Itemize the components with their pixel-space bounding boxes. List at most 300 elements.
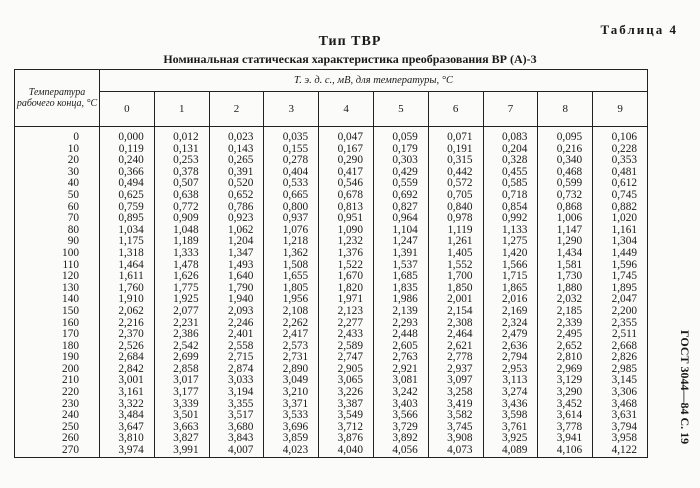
emf-cell: 2,386 (154, 329, 209, 341)
emf-cell: 3,161 (100, 387, 155, 399)
emf-cell: 2,794 (483, 352, 538, 364)
emf-cell: 3,501 (154, 410, 209, 422)
emf-cell: 0,404 (264, 167, 319, 179)
temperature-cell: 210 (15, 375, 100, 387)
emf-cell: 0,378 (154, 167, 209, 179)
emf-cell: 1,189 (154, 236, 209, 248)
table-row (15, 364, 648, 376)
table-row (15, 155, 648, 167)
table-row (15, 144, 648, 156)
table-row (15, 260, 648, 272)
emf-cell: 0,083 (483, 132, 538, 144)
emf-cell: 3,129 (538, 375, 593, 387)
emf-cell: 3,081 (373, 375, 428, 387)
table-row (15, 271, 648, 283)
emf-cell: 0,665 (264, 190, 319, 202)
emf-cell: 1,464 (100, 260, 155, 272)
emf-cell: 2,890 (264, 364, 319, 376)
emf-cell: 1,232 (319, 236, 374, 248)
emf-cell: 0,759 (100, 202, 155, 214)
emf-cell: 0,599 (538, 178, 593, 190)
emf-cell: 2,464 (428, 329, 483, 341)
emf-cell: 1,034 (100, 225, 155, 237)
emf-cell: 0,732 (538, 190, 593, 202)
emf-cell: 0,204 (483, 144, 538, 156)
column-header: 1 (154, 92, 209, 127)
emf-cell: 2,905 (319, 364, 374, 376)
emf-cell: 2,747 (319, 352, 374, 364)
emf-cell: 1,805 (264, 283, 319, 295)
emf-cell: 3,371 (264, 399, 319, 411)
emf-cell: 3,517 (209, 410, 264, 422)
emf-cell: 1,760 (100, 283, 155, 295)
emf-cell: 3,892 (373, 433, 428, 445)
emf-cell: 4,089 (483, 445, 538, 457)
emf-cell: 1,147 (538, 225, 593, 237)
emf-cell: 0,572 (428, 178, 483, 190)
emf-cell: 1,247 (373, 236, 428, 248)
emf-cell: 0,278 (264, 155, 319, 167)
emf-cell: 2,077 (154, 306, 209, 318)
emf-cell: 1,552 (428, 260, 483, 272)
emf-cell: 1,775 (154, 283, 209, 295)
emf-cell: 1,895 (593, 283, 648, 295)
temperature-cell: 130 (15, 283, 100, 295)
emf-cell: 3,484 (100, 410, 155, 422)
temperature-cell: 30 (15, 167, 100, 179)
emf-cell: 0,718 (483, 190, 538, 202)
emf-cell: 0,827 (373, 202, 428, 214)
emf-cell: 0,303 (373, 155, 428, 167)
emf-cell: 3,663 (154, 422, 209, 434)
emf-cell: 2,699 (154, 352, 209, 364)
emf-cell: 0,507 (154, 178, 209, 190)
emf-cell: 2,526 (100, 341, 155, 353)
emf-cell: 1,880 (538, 283, 593, 295)
emf-cell: 2,842 (100, 364, 155, 376)
emf-cell: 2,542 (154, 341, 209, 353)
emf-cell: 2,778 (428, 352, 483, 364)
emf-cell: 0,951 (319, 213, 374, 225)
emf-cell: 0,340 (538, 155, 593, 167)
emf-cell: 3,049 (264, 375, 319, 387)
emf-cell: 2,246 (209, 318, 264, 330)
emf-cell: 0,937 (264, 213, 319, 225)
emf-cell: 1,670 (319, 271, 374, 283)
emf-cell: 1,910 (100, 294, 155, 306)
table-row (15, 375, 648, 387)
emf-cell: 1,062 (209, 225, 264, 237)
emf-cell: 1,940 (209, 294, 264, 306)
emf-cell: 1,835 (373, 283, 428, 295)
emf-cell: 1,420 (483, 248, 538, 260)
emf-cell: 1,640 (209, 271, 264, 283)
emf-cell: 1,275 (483, 236, 538, 248)
emf-cell: 2,139 (373, 306, 428, 318)
emf-cell: 2,293 (373, 318, 428, 330)
emf-cell: 0,533 (264, 178, 319, 190)
emf-cell: 3,242 (373, 387, 428, 399)
table-row (15, 387, 648, 399)
table-row (15, 318, 648, 330)
emf-cell: 3,258 (428, 387, 483, 399)
emf-cell: 1,865 (483, 283, 538, 295)
emf-cell: 3,194 (209, 387, 264, 399)
emf-cell: 3,339 (154, 399, 209, 411)
emf-cell: 2,324 (483, 318, 538, 330)
table-row (15, 294, 648, 306)
table-row (15, 283, 648, 295)
emf-cell: 1,048 (154, 225, 209, 237)
emf-cell: 0,638 (154, 190, 209, 202)
emf-table (14, 69, 648, 458)
emf-cell: 0,012 (154, 132, 209, 144)
emf-cell: 0,228 (593, 144, 648, 156)
emf-cell: 0,494 (100, 178, 155, 190)
emf-cell: 0,800 (264, 202, 319, 214)
emf-cell: 1,434 (538, 248, 593, 260)
emf-cell: 3,403 (373, 399, 428, 411)
emf-cell: 0,678 (319, 190, 374, 202)
emf-cell: 0,391 (209, 167, 264, 179)
emf-cell: 0,992 (483, 213, 538, 225)
emf-cell: 1,218 (264, 236, 319, 248)
emf-cell: 3,614 (538, 410, 593, 422)
emf-cell: 1,986 (373, 294, 428, 306)
emf-cell: 1,119 (428, 225, 483, 237)
emf-cell: 3,598 (483, 410, 538, 422)
emf-cell: 1,566 (483, 260, 538, 272)
emf-cell: 3,958 (593, 433, 648, 445)
emf-cell: 2,123 (319, 306, 374, 318)
temperature-cell: 180 (15, 341, 100, 353)
emf-cell: 0,059 (373, 132, 428, 144)
emf-cell: 2,605 (373, 341, 428, 353)
emf-cell: 2,370 (100, 329, 155, 341)
emf-cell: 3,991 (154, 445, 209, 457)
table-number: Таблица 4 (600, 22, 678, 37)
emf-cell: 2,262 (264, 318, 319, 330)
emf-cell: 3,827 (154, 433, 209, 445)
emf-cell: 2,016 (483, 294, 538, 306)
emf-cell: 3,745 (428, 422, 483, 434)
emf-cell: 3,647 (100, 422, 155, 434)
emf-cell: 1,104 (373, 225, 428, 237)
emf-cell: 2,216 (100, 318, 155, 330)
emf-cell: 0,131 (154, 144, 209, 156)
column-header: 5 (373, 92, 428, 127)
emf-cell: 1,655 (264, 271, 319, 283)
emf-cell: 3,436 (483, 399, 538, 411)
emf-cell: 0,167 (319, 144, 374, 156)
emf-cell: 3,761 (483, 422, 538, 434)
emf-cell: 2,339 (538, 318, 593, 330)
table-row (15, 352, 648, 364)
temperature-cell: 220 (15, 387, 100, 399)
emf-cell: 2,763 (373, 352, 428, 364)
emf-cell: 3,778 (538, 422, 593, 434)
emf-cell: 1,596 (593, 260, 648, 272)
emf-cell: 0,652 (209, 190, 264, 202)
emf-cell: 1,956 (264, 294, 319, 306)
emf-cell: 1,449 (593, 248, 648, 260)
emf-cell: 0,290 (319, 155, 374, 167)
temperature-cell: 80 (15, 225, 100, 237)
emf-cell: 3,017 (154, 375, 209, 387)
emf-cell: 2,495 (538, 329, 593, 341)
emf-cell: 3,177 (154, 387, 209, 399)
emf-cell: 1,850 (428, 283, 483, 295)
temperature-cell: 260 (15, 433, 100, 445)
emf-cell: 3,355 (209, 399, 264, 411)
emf-cell: 3,033 (209, 375, 264, 387)
emf-cell: 3,097 (428, 375, 483, 387)
table-caption: Номинальная статическая характеристика преобразования ВР (А)-3 (163, 52, 537, 66)
emf-cell: 3,549 (319, 410, 374, 422)
emf-cell: 2,108 (264, 306, 319, 318)
emf-cell: 0,559 (373, 178, 428, 190)
temperature-cell: 0 (15, 132, 100, 144)
emf-cell: 0,191 (428, 144, 483, 156)
table-row (15, 306, 648, 318)
temperature-cell: 20 (15, 155, 100, 167)
table-row (15, 213, 648, 225)
temperature-header: Температура рабочего конца, °С (15, 70, 100, 127)
emf-cell: 0,909 (154, 213, 209, 225)
emf-cell: 1,537 (373, 260, 428, 272)
emf-cell: 3,941 (538, 433, 593, 445)
emf-cell: 4,023 (264, 445, 319, 457)
temperature-cell: 60 (15, 202, 100, 214)
emf-cell: 3,274 (483, 387, 538, 399)
temperature-cell: 200 (15, 364, 100, 376)
emf-cell: 1,347 (209, 248, 264, 260)
emf-cell: 0,155 (264, 144, 319, 156)
emf-cell: 2,448 (373, 329, 428, 341)
emf-cell: 0,786 (209, 202, 264, 214)
emf-cell: 3,113 (483, 375, 538, 387)
emf-cell: 3,712 (319, 422, 374, 434)
emf-cell: 1,925 (154, 294, 209, 306)
temperature-cell: 110 (15, 260, 100, 272)
emf-cell: 0,035 (264, 132, 319, 144)
emf-cell: 1,522 (319, 260, 374, 272)
emf-cell: 2,969 (538, 364, 593, 376)
emf-cell: 3,226 (319, 387, 374, 399)
emf-cell: 0,000 (100, 132, 155, 144)
emf-cell: 3,876 (319, 433, 374, 445)
column-header: 6 (428, 92, 483, 127)
emf-cell: 2,401 (209, 329, 264, 341)
table-row (15, 202, 648, 214)
emf-cell: 1,333 (154, 248, 209, 260)
emf-cell: 2,985 (593, 364, 648, 376)
emf-cell: 2,231 (154, 318, 209, 330)
temperature-cell: 50 (15, 190, 100, 202)
temperature-cell: 170 (15, 329, 100, 341)
table-row (15, 236, 648, 248)
emf-cell: 1,076 (264, 225, 319, 237)
emf-cell: 2,810 (538, 352, 593, 364)
emf-cell: 1,161 (593, 225, 648, 237)
emf-cell: 0,366 (100, 167, 155, 179)
emf-cell: 2,355 (593, 318, 648, 330)
emf-cell: 1,626 (154, 271, 209, 283)
emf-cell: 4,073 (428, 445, 483, 457)
emf-cell: 3,925 (483, 433, 538, 445)
emf-cell: 0,216 (538, 144, 593, 156)
emf-cell: 1,006 (538, 213, 593, 225)
table-row (15, 410, 648, 422)
temperature-cell: 150 (15, 306, 100, 318)
emf-cell: 2,652 (538, 341, 593, 353)
temperature-cell: 160 (15, 318, 100, 330)
emf-cell: 3,468 (593, 399, 648, 411)
emf-cell: 3,065 (319, 375, 374, 387)
emf-cell: 3,306 (593, 387, 648, 399)
table-row (15, 178, 648, 190)
emf-cell: 3,145 (593, 375, 648, 387)
emf-cell: 1,820 (319, 283, 374, 295)
column-header-row (15, 92, 648, 127)
emf-cell: 2,277 (319, 318, 374, 330)
emf-cell: 1,133 (483, 225, 538, 237)
type-title: Тип ТВР (318, 34, 382, 49)
table-row (15, 422, 648, 434)
table-row (15, 190, 648, 202)
emf-cell: 1,493 (209, 260, 264, 272)
emf-cell: 1,405 (428, 248, 483, 260)
emf-cell: 2,001 (428, 294, 483, 306)
emf-cell: 2,731 (264, 352, 319, 364)
temperature-cell: 70 (15, 213, 100, 225)
column-header: 9 (593, 92, 648, 127)
emf-cell: 0,612 (593, 178, 648, 190)
emf-cell: 2,169 (483, 306, 538, 318)
emf-cell: 2,621 (428, 341, 483, 353)
emf-cell: 0,253 (154, 155, 209, 167)
emf-cell: 3,631 (593, 410, 648, 422)
emf-cell: 2,953 (483, 364, 538, 376)
emf-cell: 2,093 (209, 306, 264, 318)
table-row (15, 433, 648, 445)
table-row (15, 248, 648, 260)
emf-cell: 3,810 (100, 433, 155, 445)
emf-cell: 2,589 (319, 341, 374, 353)
emf-cell: 2,433 (319, 329, 374, 341)
emf-cell: 1,971 (319, 294, 374, 306)
emf-cell: 1,362 (264, 248, 319, 260)
emf-cell: 1,175 (100, 236, 155, 248)
emf-cell: 0,429 (373, 167, 428, 179)
emf-cell: 0,923 (209, 213, 264, 225)
emf-cell: 2,858 (154, 364, 209, 376)
emf-cell: 4,106 (538, 445, 593, 457)
temperature-cell: 90 (15, 236, 100, 248)
emf-cell: 3,729 (373, 422, 428, 434)
emf-cell: 0,179 (373, 144, 428, 156)
emf-cell: 0,143 (209, 144, 264, 156)
emf-cell: 1,376 (319, 248, 374, 260)
temperature-cell: 240 (15, 410, 100, 422)
emf-cell: 3,908 (428, 433, 483, 445)
emf-cell: 2,715 (209, 352, 264, 364)
emf-cell: 1,745 (593, 271, 648, 283)
emf-cell: 2,826 (593, 352, 648, 364)
temperature-cell: 100 (15, 248, 100, 260)
emf-cell: 1,508 (264, 260, 319, 272)
emf-cell: 3,290 (538, 387, 593, 399)
emf-cell: 3,419 (428, 399, 483, 411)
emf-cell: 0,692 (373, 190, 428, 202)
emf-cell: 1,290 (538, 236, 593, 248)
table-row (15, 132, 648, 144)
temperature-cell: 190 (15, 352, 100, 364)
temperature-cell: 250 (15, 422, 100, 434)
emf-cell: 0,417 (319, 167, 374, 179)
temperature-cell: 120 (15, 271, 100, 283)
emf-cell: 3,533 (264, 410, 319, 422)
column-header: 4 (319, 92, 374, 127)
emf-cell: 4,056 (373, 445, 428, 457)
table-row (15, 329, 648, 341)
column-header: 3 (264, 92, 319, 127)
column-header: 2 (209, 92, 264, 127)
emf-cell: 2,558 (209, 341, 264, 353)
emf-cell: 0,745 (593, 190, 648, 202)
emf-cell: 3,974 (100, 445, 155, 457)
emf-cell: 1,715 (483, 271, 538, 283)
emf-cell: 1,700 (428, 271, 483, 283)
emf-cell: 0,964 (373, 213, 428, 225)
emf-cell: 0,315 (428, 155, 483, 167)
emf-cell: 2,308 (428, 318, 483, 330)
side-page-label: ГОСТ 3044—84 С. 19 (678, 330, 692, 445)
emf-cell: 3,566 (373, 410, 428, 422)
emf-cell: 4,007 (209, 445, 264, 457)
emf-cell: 0,978 (428, 213, 483, 225)
emf-cell: 1,204 (209, 236, 264, 248)
emf-cell: 0,442 (428, 167, 483, 179)
emf-cell: 2,479 (483, 329, 538, 341)
emf-cell: 0,047 (319, 132, 374, 144)
temperature-cell: 140 (15, 294, 100, 306)
emf-cell: 2,154 (428, 306, 483, 318)
emf-cell: 2,636 (483, 341, 538, 353)
emf-cell: 0,023 (209, 132, 264, 144)
emf-cell: 1,090 (319, 225, 374, 237)
column-header: 7 (483, 92, 538, 127)
emf-cell: 0,625 (100, 190, 155, 202)
emf-cell: 0,240 (100, 155, 155, 167)
emf-cell: 0,585 (483, 178, 538, 190)
emf-cell: 0,106 (593, 132, 648, 144)
emf-cell: 0,854 (483, 202, 538, 214)
emf-cell: 1,020 (593, 213, 648, 225)
temperature-cell: 10 (15, 144, 100, 156)
emf-cell: 2,573 (264, 341, 319, 353)
emf-cell: 0,095 (538, 132, 593, 144)
emf-cell: 0,481 (593, 167, 648, 179)
emf-cell: 2,417 (264, 329, 319, 341)
emf-cell: 3,696 (264, 422, 319, 434)
emf-cell: 3,794 (593, 422, 648, 434)
emf-cell: 3,387 (319, 399, 374, 411)
table-row (15, 445, 648, 457)
emf-cell: 2,047 (593, 294, 648, 306)
emf-cell: 2,511 (593, 329, 648, 341)
emf-cell: 0,868 (538, 202, 593, 214)
